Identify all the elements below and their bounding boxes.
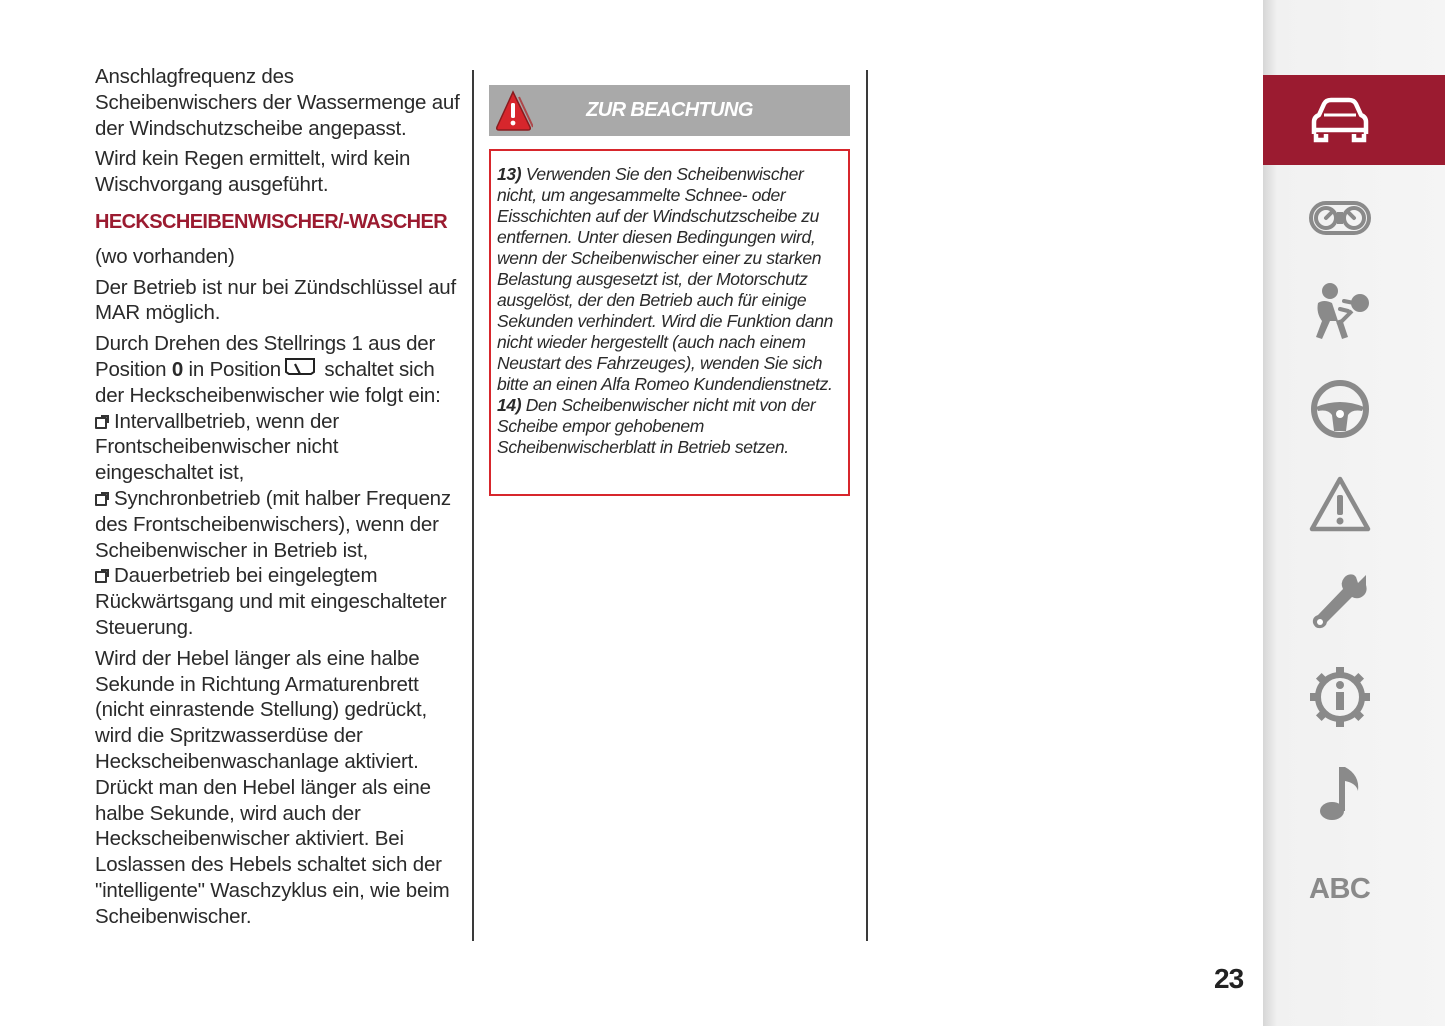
paragraph-ignition: Der Betrieb ist nur bei Zündschlüssel auf MAR möglich. [95,275,456,325]
airbag-passenger-icon [1308,281,1372,345]
bullet-text: Dauerbetrieb bei eingelegtem Rückwärtsgang und mit eingeschalteter Steuerung. [95,564,447,639]
warning-header [489,85,850,136]
bullet-text: Intervallbetrieb, wenn der Frontscheibenwischer nicht eingeschaltet ist, [95,409,339,485]
paragraph-ring-text-b: in Position [183,357,281,381]
sidebar-item-emergency[interactable] [1263,460,1445,550]
paragraph-if-equipped: (wo vorhanden) [95,244,235,268]
note-number: 14) [497,395,522,415]
bullet-item-continuous [95,563,460,640]
music-note-icon [1308,761,1372,825]
bullet-item-interval [95,409,460,486]
sidebar-item-vehicle[interactable] [1263,75,1445,165]
sidebar-item-multimedia[interactable] [1263,748,1445,838]
paragraph-ring-text-c: schaltet sich der Heckscheibenwischer wie folgt ein: [95,357,441,407]
note-number: 13) [497,164,522,184]
warning-triangle-icon [1308,473,1372,537]
section-heading-rear-wiper: HECKSCHEIBENWISCHER/-WASCHER [95,210,448,233]
note-text: Verwenden Sie den Scheibenwischer nicht, um angesammelte Schnee- oder Eisschichten auf der Windschutzscheibe zu entfernen. Unter diesen Bedingungen wird, wenn der Scheibenwischer einer zu starken Belastung ausgesetzt ist, der Motorschutz ausgelöst, der den Betrieb auch für einige Sekunden verhindert. Wird die Funktion dann nicht wieder hergestellt (auch nach einem Neustart des Fahrzeuges), wenden Sie sich bitte an einen Alfa Romeo Kundendienstnetz. [497,164,833,394]
main-text-column [95,64,460,935]
warning-note [497,164,842,395]
instrument-cluster-icon [1308,185,1372,249]
rear-wiper-symbol-icon [284,357,316,379]
paragraph-ring-text-a: Durch Drehen des Stellrings 1 aus der Position [95,332,436,381]
gear-info-icon [1308,665,1372,729]
index-abc-label: ABC [1309,872,1371,905]
column-divider-right [866,70,868,941]
warning-note [497,395,842,458]
warning-notes-box [489,149,850,496]
page-number: 23 [1214,963,1244,994]
bullet-text: Synchronbetrieb (mit halber Frequenz des Frontscheibenwischers), wenn der Scheibenwischer in Betrieb ist, [95,486,451,562]
sidebar-item-maintenance[interactable] [1263,556,1445,646]
bullet-box-icon [95,494,107,506]
warning-title: ZUR BEACHTUNG [586,99,753,121]
steering-wheel-icon [1308,377,1372,441]
paragraph-lever-wash: Wird der Hebel länger als eine halbe Sekunde in Richtung Armaturenbrett (nicht einrastende Stellung) gedrückt, wird die Spritzwasserdüse der Heckscheibenwaschanlage aktiviert. Drückt man den Hebel länger als eine halbe Sekunde, wird auch der Heckscheibenwischer aktiviert. Bei Loslassen des Hebels schaltet sich der "intelligente" Waschzyklus ein, wie beim Scheibenwischer. [95,646,450,928]
sidebar-item-technical-data[interactable] [1263,652,1445,742]
bullet-box-icon [95,571,107,583]
wrench-icon [1308,569,1372,633]
chapter-sidebar [1263,0,1445,1026]
paragraph-ring-rotation [95,331,460,408]
paragraph-wiper-frequency: Anschlagfrequenz des Scheibenwischers der Wassermenge auf der Windschutzscheibe angepasst. [95,65,460,140]
bullet-box-icon [95,417,107,429]
sidebar-item-index[interactable] [1263,844,1445,934]
position-zero-label: 0 [171,357,184,381]
column-divider-left [472,70,474,941]
paragraph-no-rain: Wird kein Regen ermittelt, wird kein Wischvorgang ausgeführt. [95,147,411,197]
bullet-item-sync [95,486,460,563]
note-text: Den Scheibenwischer nicht mit von der Scheibe empor gehobenem Scheibenwischerblatt in Betrieb setzen. [497,395,816,457]
sidebar-item-instruments[interactable] [1263,172,1445,262]
sidebar-item-safety[interactable] [1263,268,1445,358]
car-icon [1308,88,1372,152]
sidebar-item-driving[interactable] [1263,364,1445,454]
